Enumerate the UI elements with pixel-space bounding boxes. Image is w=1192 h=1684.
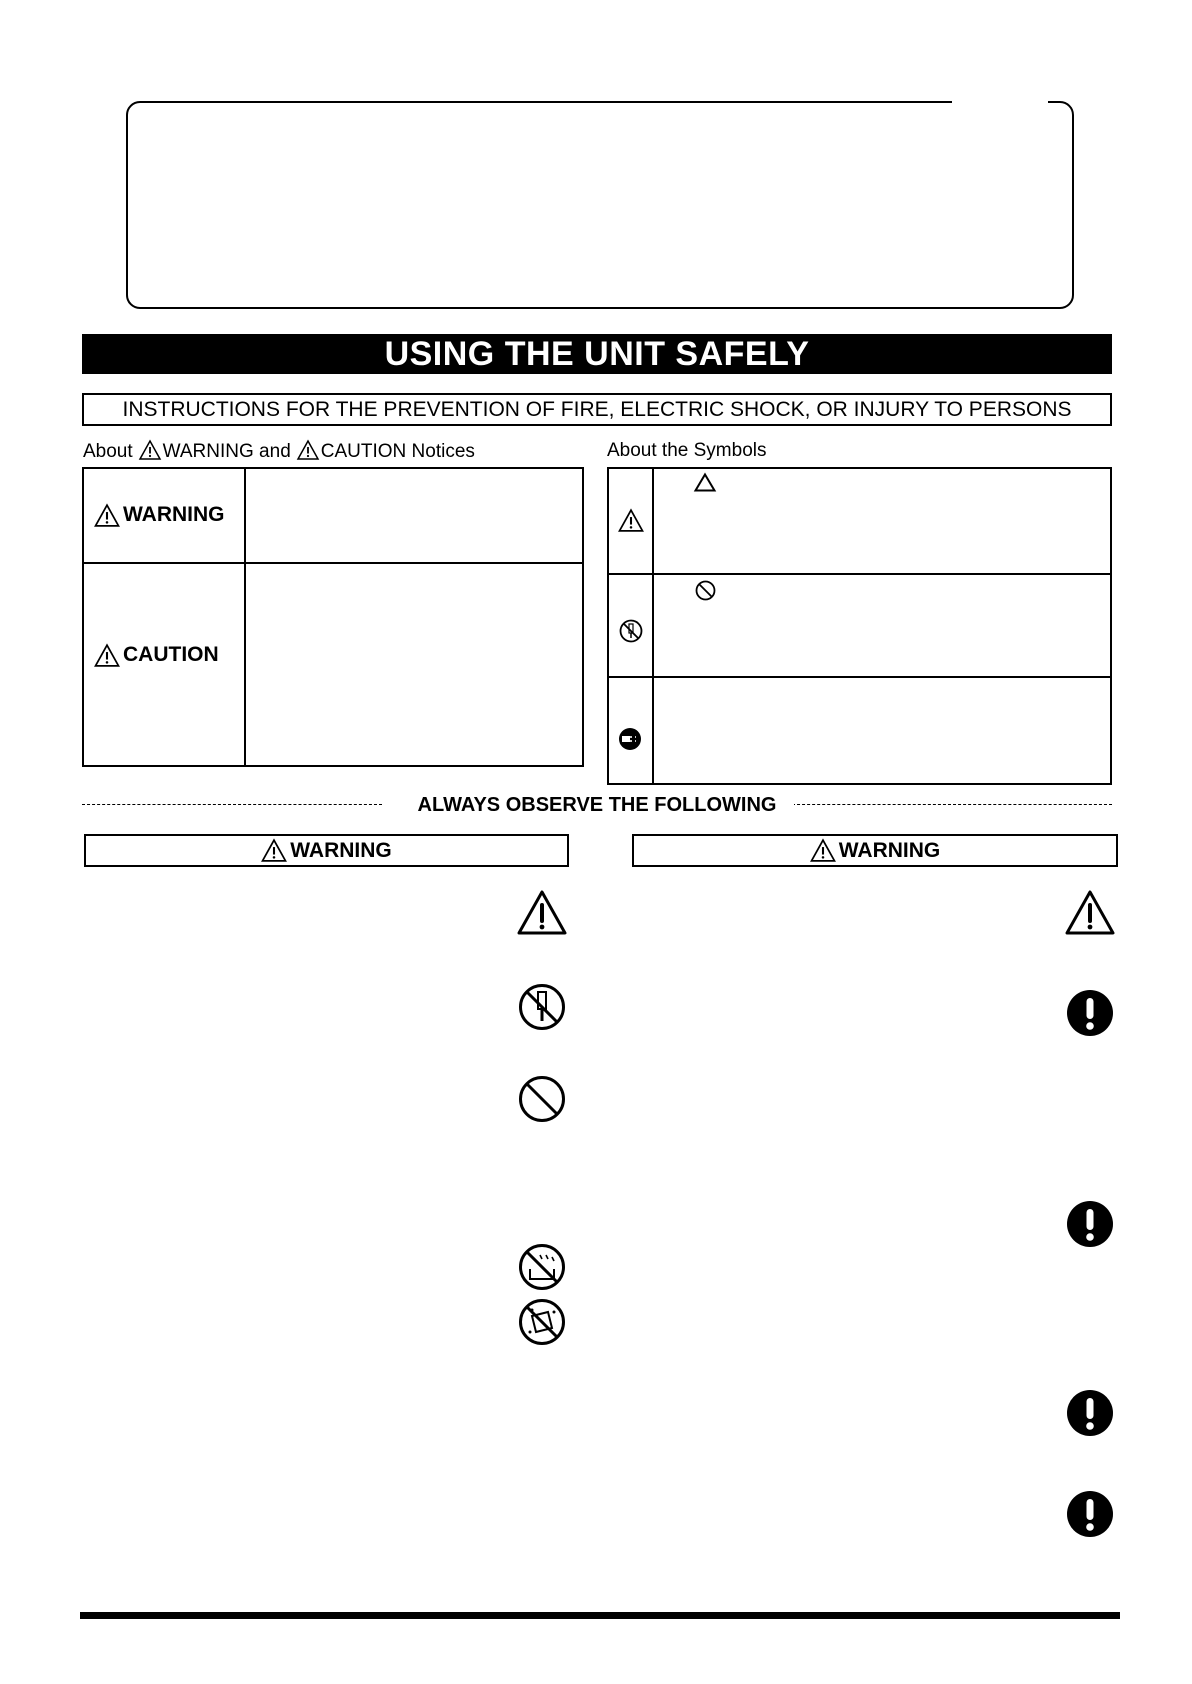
no-water-icon — [518, 1243, 566, 1291]
caption-about: About — [83, 441, 133, 462]
warning-label: WARNING — [123, 503, 225, 526]
footer-rule — [80, 1612, 1120, 1619]
always-observe-heading: ALWAYS OBSERVE THE FOLLOWING — [82, 793, 1112, 817]
notice-box — [126, 101, 1074, 309]
unplug-icon — [618, 727, 642, 751]
prohibited-icon — [518, 1075, 566, 1123]
left-warning-header — [84, 834, 569, 867]
caution-notice — [94, 643, 219, 667]
alert-triangle-icon — [1065, 890, 1115, 935]
caution-label: CAUTION — [123, 643, 219, 666]
warning-triangle-icon — [139, 440, 161, 460]
prohibited-small-icon — [695, 580, 716, 601]
triangle-outline-icon — [694, 473, 716, 492]
no-disassembly-icon — [619, 619, 643, 643]
caution-triangle-icon — [297, 440, 319, 460]
page-title: USING THE UNIT SAFELY — [82, 334, 1112, 374]
alert-triangle-icon — [517, 890, 567, 935]
right-warning-header — [632, 834, 1118, 867]
mandatory-action-icon — [1066, 1490, 1114, 1538]
caption-warning-and: WARNING and — [162, 441, 291, 462]
warning-triangle-icon — [810, 839, 839, 862]
caption-caution-notices: CAUTION Notices — [320, 441, 475, 462]
caution-triangle-icon — [94, 644, 123, 667]
mandatory-action-icon — [1066, 1200, 1114, 1248]
no-disassembly-icon — [518, 983, 566, 1031]
symbols-caption: About the Symbols — [607, 440, 767, 461]
alert-triangle-icon — [618, 509, 644, 532]
instructions-banner: INSTRUCTIONS FOR THE PREVENTION OF FIRE, ELECTRIC SHOCK, OR INJURY TO PERSONS — [82, 393, 1112, 426]
notice-box-gap — [952, 97, 1048, 105]
warning-triangle-icon — [94, 504, 123, 527]
notices-caption — [83, 440, 475, 463]
notices-table — [82, 467, 584, 767]
symbols-table — [607, 467, 1112, 785]
right-warning-label: WARNING — [838, 838, 941, 862]
mandatory-action-icon — [1066, 989, 1114, 1037]
warning-triangle-icon — [261, 839, 290, 862]
warning-notice — [94, 503, 225, 527]
left-warning-label: WARNING — [290, 838, 392, 862]
no-moisture-icon — [518, 1298, 566, 1346]
mandatory-action-icon — [1066, 1389, 1114, 1437]
